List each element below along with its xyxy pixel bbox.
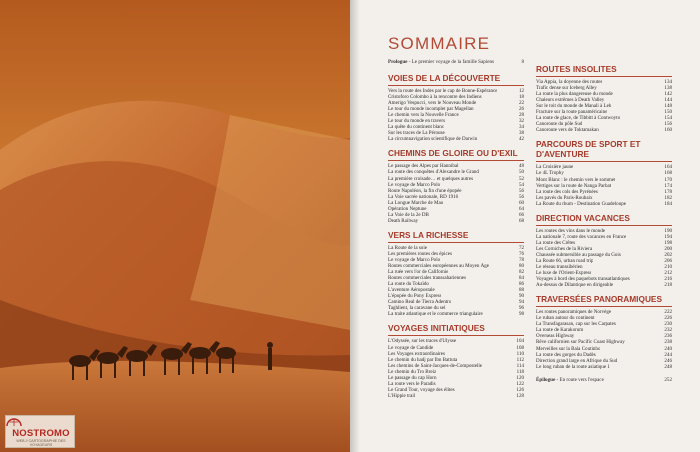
entry-title: Amerigo Vespucci, vers le Nouveau Monde xyxy=(388,100,477,107)
book-gutter-shadow xyxy=(350,0,360,452)
entry-page-number: 222 xyxy=(664,309,672,316)
prologue-entry xyxy=(388,58,524,67)
toc-section xyxy=(388,230,524,318)
entry-page-number: 52 xyxy=(518,175,524,182)
entry-page-number: 88 xyxy=(518,287,524,294)
entry-title: La route vers le Paradis xyxy=(388,380,436,387)
epilogue-page: 252 xyxy=(664,376,672,383)
entry-page-number: 142 xyxy=(664,91,672,98)
entry-title: Merveilles sur la Baía Coutinho xyxy=(536,345,601,352)
entry-title: La route des conquêtes d'Alexandre le Grand xyxy=(388,169,479,176)
entry-page-number: 190 xyxy=(664,227,672,234)
entry-page-number: 128 xyxy=(516,392,524,399)
entry-page-number: 120 xyxy=(516,374,524,381)
entry-title: Le luxe de l'Orient-Express xyxy=(536,270,592,277)
entry-title: Cristoforo Colombo à la rencontre des Indiens xyxy=(388,94,482,101)
entry-page-number: 64 xyxy=(518,205,524,212)
entry-title: La Croisière jaune xyxy=(536,164,574,171)
entry-title: La Route du rhum - Destination Guadeloupe xyxy=(536,200,626,207)
entry-title: Fracture sur la route panaméricaine xyxy=(536,109,608,116)
entry-title: Le voyage de Marco Polo xyxy=(388,181,441,188)
entry-title: La route du Tokaïdo xyxy=(388,281,429,288)
entry-title: Le tour du monde incomplet par Magellan xyxy=(388,106,474,113)
entry-page-number: 82 xyxy=(518,269,524,276)
entry-page-number: 80 xyxy=(518,263,524,270)
entry-title: Routes commerciales transsahariennes xyxy=(388,275,466,282)
entry-title: La ruée vers l'or de Californie xyxy=(388,269,449,276)
entry-title: Les Corniches de la Riviera xyxy=(536,245,593,252)
globe-icon xyxy=(6,416,22,426)
entry-title: La route la plus dangereuse du monde xyxy=(536,91,613,98)
entry-title: L'épopée du Pony Express xyxy=(388,293,442,300)
toc-entry[interactable] xyxy=(536,282,672,288)
entry-page-number: 72 xyxy=(518,244,524,251)
entry-page-number: 118 xyxy=(516,368,524,375)
entry-title: Chaussée submersible au passage du Gois xyxy=(536,251,621,258)
entry-title: La Route de la soie xyxy=(388,244,427,251)
entry-page-number: 246 xyxy=(664,357,672,364)
entry-title: Death Railway xyxy=(388,217,419,224)
section-heading: VERS LA RICHESSE xyxy=(388,230,524,243)
entry-page-number: 66 xyxy=(518,211,524,218)
entry-title: Les Voyages extraordinaires xyxy=(388,350,445,357)
section-heading: CHEMINS DE GLOIRE OU D'EXIL xyxy=(388,148,524,161)
entry-title: La route des cols des Pyrénées xyxy=(536,188,598,195)
entry-page-number: 32 xyxy=(518,118,524,125)
entry-title: Le tour du monde en travers xyxy=(388,118,446,125)
entry-title: Trafic dense sur Iceberg Alley xyxy=(536,85,597,92)
entry-page-number: 56 xyxy=(518,193,524,200)
entry-title: La route de Karakorum xyxy=(536,327,584,334)
entry-page-number: 200 xyxy=(664,245,672,252)
entry-page-number: 78 xyxy=(518,256,524,263)
entry-title: La traite atlantique et le commerce triangulaire xyxy=(388,311,483,318)
entry-page-number: 236 xyxy=(664,333,672,340)
entry-page-number: 148 xyxy=(664,103,672,110)
toc-section xyxy=(388,73,524,142)
entry-title: Opération Neptune xyxy=(388,205,427,212)
entry-page-number: 138 xyxy=(664,85,672,92)
entry-title: Canoroute vers de Toktamakan xyxy=(536,127,599,134)
entry-page-number: 26 xyxy=(518,106,524,113)
entry-title: Routes commerciales européennes au Moyen Âge xyxy=(388,263,490,270)
toc-entry[interactable] xyxy=(388,311,524,317)
section-heading: PARCOURS DE SPORT ET D'AVENTURE xyxy=(536,139,672,162)
entry-page-number: 194 xyxy=(664,233,672,240)
section-heading: DIRECTION VACANCES xyxy=(536,213,672,226)
entry-page-number: 54 xyxy=(518,181,524,188)
page-title: SOMMAIRE xyxy=(388,34,491,53)
entry-page-number: 202 xyxy=(664,251,672,258)
entry-page-number: 22 xyxy=(518,100,524,107)
prologue-page: 8 xyxy=(521,59,524,65)
entry-page-number: 112 xyxy=(516,356,524,363)
entry-title: Overseas Highway xyxy=(536,333,575,340)
entry-title: Le chemin du hadj par Ibn Battuta xyxy=(388,356,458,363)
entry-title: Rêve californien sur Pacific Coast Highway xyxy=(536,339,625,346)
toc-entry[interactable] xyxy=(388,136,524,142)
entry-page-number: 174 xyxy=(664,182,672,189)
entry-title: Voyages à bord des paquebots transatlantiques xyxy=(536,276,630,283)
entry-title: La route des Crêtes xyxy=(536,239,576,246)
entry-page-number: 134 xyxy=(664,79,672,85)
entry-page-number: 38 xyxy=(518,130,524,137)
entry-title: Le long ruban de la route asiatique 1 xyxy=(536,363,610,370)
toc-section xyxy=(536,64,672,133)
entry-page-number: 126 xyxy=(516,386,524,393)
entry-title: Le chemin du Tro Breiz xyxy=(388,368,437,375)
entry-title: Camino Real de Tierra Adentro xyxy=(388,299,452,306)
entry-title: La Voie de la 2e DB xyxy=(388,211,429,218)
entry-page-number: 144 xyxy=(664,97,672,104)
toc-section xyxy=(388,148,524,223)
entry-page-number: 226 xyxy=(664,315,672,322)
toc-section xyxy=(388,323,524,398)
entry-page-number: 60 xyxy=(518,199,524,206)
entry-page-number: 198 xyxy=(664,239,672,246)
entry-page-number: 28 xyxy=(518,112,524,119)
entry-page-number: 84 xyxy=(518,275,524,282)
entry-page-number: 182 xyxy=(664,194,672,201)
entry-page-number: 96 xyxy=(518,305,524,312)
entry-page-number: 114 xyxy=(516,362,524,369)
entry-title: La quête du continent blanc xyxy=(388,124,445,131)
entry-title: Vers la route des Indes par le cap de Bonne-Espérance xyxy=(388,88,498,94)
entry-page-number: 210 xyxy=(664,264,672,271)
entry-page-number: 240 xyxy=(664,345,672,352)
entry-page-number: 170 xyxy=(664,176,672,183)
entry-page-number: 230 xyxy=(664,321,672,328)
entry-title: Les chemins de Saint-Jacques-de-Compostelle xyxy=(388,362,483,369)
contents-column-right xyxy=(536,58,672,385)
entry-title: La nationale 7, route des vacances en France xyxy=(536,233,627,240)
logo-name: NOSTROMO xyxy=(12,428,70,439)
prologue-label: Prologue xyxy=(388,59,408,65)
entry-title: La Route 66, urban road trip xyxy=(536,257,594,264)
entry-title: Direction grand large en Afrique du Sud xyxy=(536,357,618,364)
prologue-text: - Le premier voyage de la famille Sapiens xyxy=(407,59,494,65)
entry-title: La Voie sacrée nationale, RD 1916 xyxy=(388,193,459,200)
entry-title: La Transfagarasan, cap sur les Carpates xyxy=(536,321,616,328)
entry-page-number: 248 xyxy=(664,363,672,370)
entry-title: Le chemin vers la Nouvelle France xyxy=(388,112,459,119)
logo-tagline: WEB // CARTOGRAPHIE DES VOYAGEURS xyxy=(16,439,66,447)
contents-page xyxy=(350,0,700,452)
entry-page-number: 150 xyxy=(664,109,672,116)
toc-section xyxy=(536,139,672,206)
entry-title: Le passage du cap Horn xyxy=(388,374,437,381)
entry-page-number: 34 xyxy=(518,124,524,131)
contents-column-left xyxy=(388,58,524,399)
entry-page-number: 90 xyxy=(518,293,524,300)
entry-title: Chaleurs extrêmes à Death Valley xyxy=(536,97,605,104)
entry-title: Le ruban autour du continent xyxy=(536,315,595,322)
publisher-logo xyxy=(5,415,75,448)
entry-page-number: 122 xyxy=(516,380,524,387)
entry-title: La route des gorges du Dadès xyxy=(536,351,596,358)
entry-page-number: 160 xyxy=(664,127,672,134)
entry-page-number: 218 xyxy=(664,282,672,289)
entry-title: Les routes panoramiques de Norvège xyxy=(536,309,612,316)
entry-page-number: 56 xyxy=(518,187,524,194)
entry-page-number: 50 xyxy=(518,169,524,176)
toc-entry[interactable] xyxy=(388,218,524,224)
entry-page-number: 184 xyxy=(664,200,672,207)
entry-title: L'Hippie trail xyxy=(388,392,416,399)
entry-title: Canoroute du pôle Sud xyxy=(536,121,583,128)
toc-section xyxy=(536,213,672,288)
entry-title: Le voyage de Candide xyxy=(388,344,434,351)
entry-page-number: 68 xyxy=(518,217,524,224)
entry-title: L'Odyssée, sur les traces d'Ulysse xyxy=(388,338,457,345)
entry-page-number: 212 xyxy=(664,270,672,277)
entry-title: La Longue Marche de Mao xyxy=(388,199,444,206)
entry-title: L'aventure Aéropostale xyxy=(388,287,435,294)
toc-entry[interactable] xyxy=(536,127,672,133)
entry-page-number: 42 xyxy=(518,136,524,143)
entry-page-number: 154 xyxy=(664,115,672,122)
entry-title: Sur les traces de La Pérouse xyxy=(388,130,445,137)
entry-title: Taghlient, la caravane du sel xyxy=(388,305,446,312)
entry-title: Mont Blanc : le chemin vers le sommet xyxy=(536,176,616,183)
entry-title: Vertiges sur la route de Nanga Parbat xyxy=(536,182,612,189)
entry-page-number: 86 xyxy=(518,281,524,288)
entry-title: Via Appia, la doyenne des routes xyxy=(536,79,603,85)
section-heading: TRAVERSÉES PANORAMIQUES xyxy=(536,294,672,307)
entry-page-number: 206 xyxy=(664,257,672,264)
entry-title: Sur le toit du monde de Manali à Leh xyxy=(536,103,612,110)
toc-entry[interactable] xyxy=(536,201,672,207)
entry-page-number: 94 xyxy=(518,299,524,306)
entry-page-number: 76 xyxy=(518,250,524,257)
section-heading: VOYAGES INITIATIQUES xyxy=(388,323,524,336)
entry-title: Le 4L Trophy xyxy=(536,170,564,177)
entry-page-number: 238 xyxy=(664,339,672,346)
entry-title: La première croisade… et quelques autres xyxy=(388,175,474,182)
entry-page-number: 110 xyxy=(516,350,524,357)
toc-entry[interactable] xyxy=(388,393,524,399)
entry-page-number: 98 xyxy=(518,311,524,318)
entry-page-number: 164 xyxy=(664,164,672,171)
toc-section xyxy=(536,294,672,369)
entry-title: Les premières routes des épices xyxy=(388,250,452,257)
entry-title: Le voyage de Marco Polo xyxy=(388,256,441,263)
entry-page-number: 178 xyxy=(664,188,672,195)
entry-title: Les routes des vins dans le monde xyxy=(536,227,605,234)
entry-title: La route de glace, de Tibbitt à Contwoyto xyxy=(536,115,621,122)
entry-page-number: 216 xyxy=(664,276,672,283)
epilogue-label: Épilogue xyxy=(536,376,556,383)
entry-title: Au-dessus de Dilantique en dirigeable xyxy=(536,282,614,289)
entry-page-number: 108 xyxy=(516,344,524,351)
entry-title: La circumnavigation scientifique de Darwin xyxy=(388,136,478,143)
epilogue-entry xyxy=(536,376,672,385)
entry-page-number: 12 xyxy=(518,88,524,94)
epilogue-text: - En route vers l'espace xyxy=(555,376,604,383)
section-heading: VOIES DE LA DÉCOUVERTE xyxy=(388,73,524,86)
toc-entry[interactable] xyxy=(536,364,672,370)
entry-title: Les pavés du Paris-Roubaix xyxy=(536,194,593,201)
entry-page-number: 48 xyxy=(518,163,524,170)
entry-title: Le passage des Alpes par Hannibal xyxy=(388,163,459,170)
entry-page-number: 232 xyxy=(664,327,672,334)
entry-page-number: 244 xyxy=(664,351,672,358)
entry-title: Le Grand Tour, voyage des élites xyxy=(388,386,455,393)
section-heading: ROUTES INSOLITES xyxy=(536,64,672,77)
entry-page-number: 18 xyxy=(518,94,524,101)
entry-page-number: 104 xyxy=(516,338,524,345)
entry-page-number: 156 xyxy=(664,121,672,128)
entry-title: Le réseau transsibérien xyxy=(536,264,583,271)
entry-page-number: 168 xyxy=(664,170,672,177)
entry-title: Route Napoléon, la fin d'une épopée xyxy=(388,187,462,194)
